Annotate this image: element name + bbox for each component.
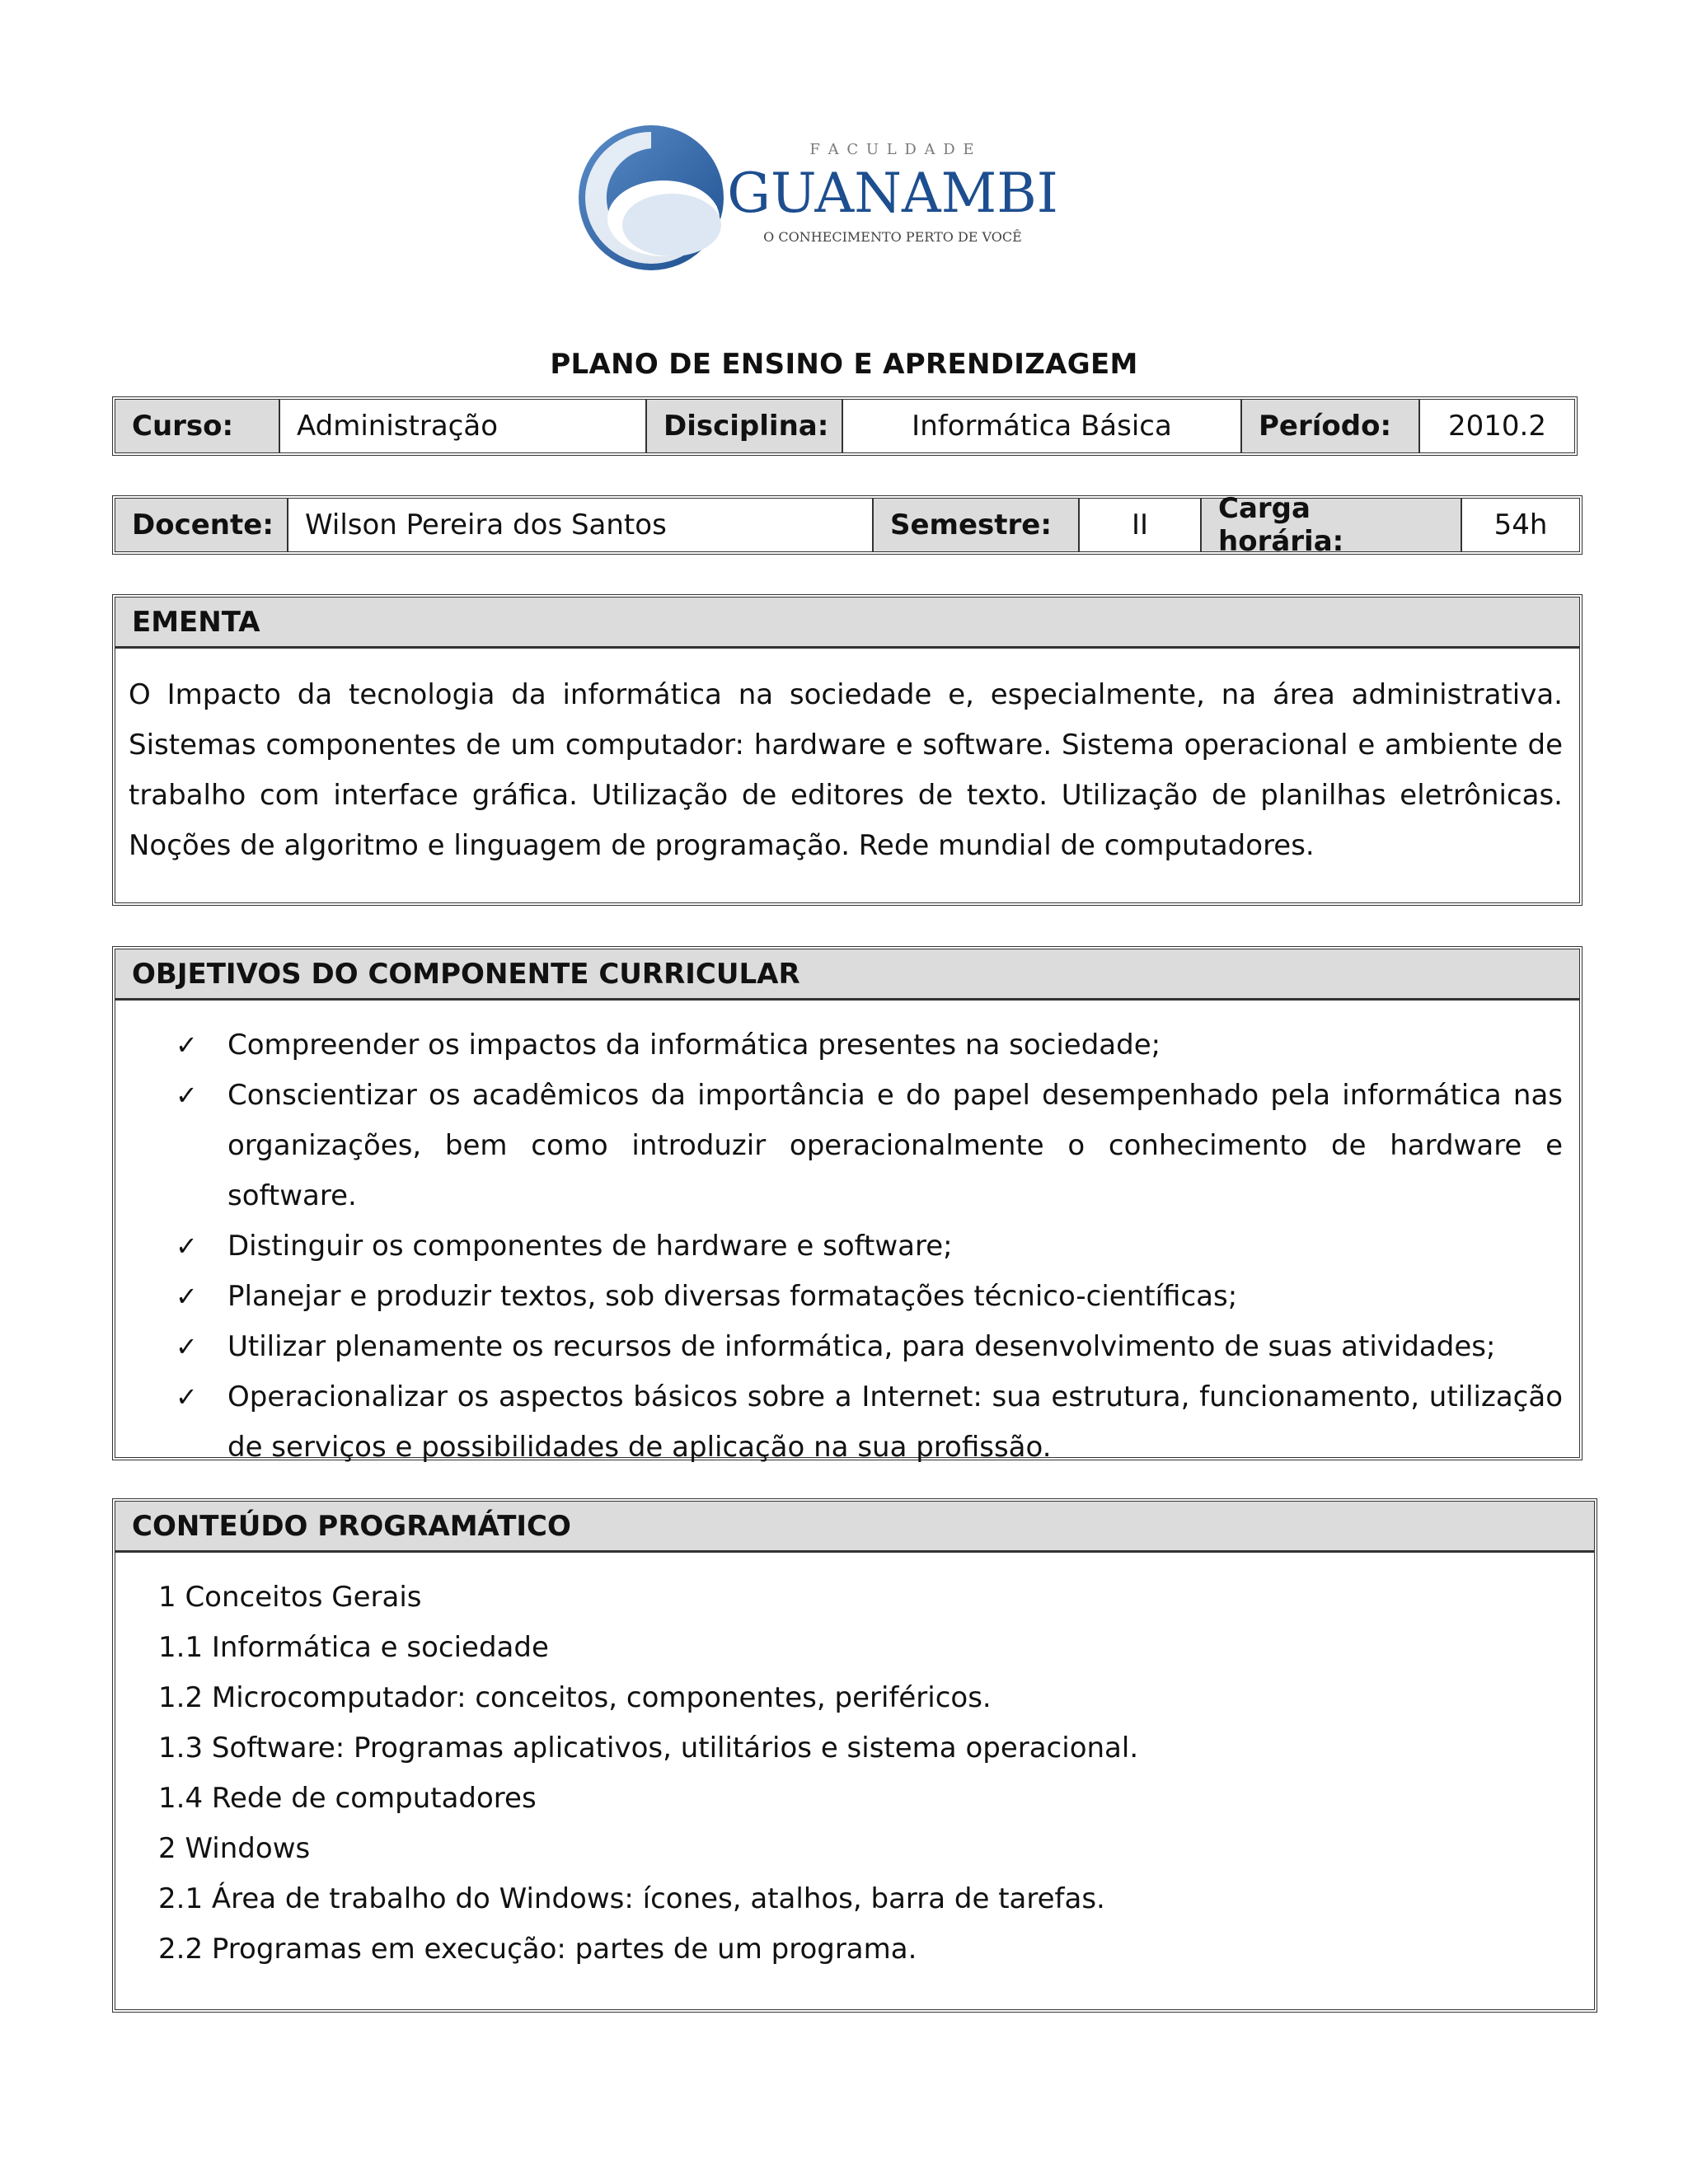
periodo-value: 2010.2 (1448, 410, 1546, 443)
conteudo-item: 2 Windows (158, 1832, 311, 1865)
carga-value: 54h (1493, 509, 1548, 541)
conteudo-heading: CONTEÚDO PROGRAMÁTICO (115, 1502, 1594, 1553)
objetivo-text: Planejar e produzir textos, sob diversas formatações técnico-científicas; (227, 1280, 1238, 1313)
logo-brand-text: GUANAMBI (727, 162, 1058, 225)
conteudo-section (112, 1498, 1597, 2013)
objetivo-item (115, 1372, 1563, 1473)
objetivo-text: Distinguir os componentes de hardware e software; (227, 1230, 953, 1263)
checkmark-icon: ✓ (176, 1281, 198, 1312)
objetivos-heading: OBJETIVOS DO COMPONENTE CURRICULAR (115, 949, 1579, 1001)
curso-value: Administração (280, 400, 647, 452)
course-info-row (112, 396, 1578, 456)
objetivo-item (115, 1071, 1563, 1221)
objetivo-text: Compreender os impactos da informática presentes na sociedade; (227, 1029, 1161, 1062)
conteudo-item: 1.1 Informática e sociedade (158, 1631, 549, 1664)
teacher-info-row (112, 492, 1582, 558)
checkmark-icon: ✓ (176, 1080, 198, 1111)
docente-value: Wilson Pereira dos Santos (288, 499, 874, 551)
conteudo-item: 1.2 Microcomputador: conceitos, componentes, periféricos. (158, 1681, 992, 1714)
logo-top-text: F A C U L D A D E (809, 141, 976, 158)
objetivos-list (115, 1001, 1579, 1473)
conteudo-item: 1.3 Software: Programas aplicativos, utilitários e sistema operacional. (158, 1732, 1139, 1765)
objetivo-item (115, 1322, 1563, 1372)
periodo-label: Período: (1242, 400, 1420, 452)
conteudo-item: 2.2 Programas em execução: partes de um programa. (158, 1933, 917, 1966)
objetivo-item (115, 1272, 1563, 1322)
docente-label: Docente: (115, 499, 288, 551)
disciplina-label: Disciplina: (647, 400, 843, 452)
logo-tagline-text: O CONHECIMENTO PERTO DE VOCÊ (763, 229, 1022, 245)
conteudo-list (115, 1553, 1594, 1975)
ementa-text: O Impacto da tecnologia da informática na sociedade e, especialmente, na área administrativa. Sistemas componentes de um computador: hardware e software. Sistema operacional e ambiente de trabalho com interface gráfica. Utilização de editores de texto. Utilização de planilhas eletrônicas. Noções de algoritmo e linguagem de programação. Rede mundial de computadores. (129, 678, 1563, 862)
objetivos-section (112, 946, 1582, 1464)
conteudo-item: 1.4 Rede de computadores (158, 1782, 537, 1815)
page-title: PLANO DE ENSINO E APRENDIZAGEM (550, 348, 1138, 381)
carga-label: Carga horária: (1202, 499, 1462, 551)
ementa-section (112, 594, 1582, 906)
checkmark-icon: ✓ (176, 1230, 198, 1262)
semestre-label: Semestre: (874, 499, 1080, 551)
objetivo-text: Utilizar plenamente os recursos de informática, para desenvolvimento de suas atividades; (227, 1330, 1496, 1363)
objetivo-text: Conscientizar os acadêmicos da importância e do papel desempenhado pela informática nas organizações, bem como introduzir operacionalmente o conhecimento de hardware e software. (227, 1079, 1563, 1212)
objetivo-item (115, 1020, 1563, 1071)
logo-emblem-icon (573, 120, 1100, 276)
conteudo-item: 1 Conceitos Gerais (158, 1581, 422, 1614)
ementa-heading: EMENTA (115, 598, 1579, 649)
checkmark-icon: ✓ (176, 1381, 198, 1413)
objetivo-text: Operacionalizar os aspectos básicos sobre a Internet: sua estrutura, funcionamento, utilização de serviços e possibilidades de aplicação na sua profissão. (227, 1380, 1563, 1464)
checkmark-icon: ✓ (176, 1331, 198, 1362)
conteudo-item: 2.1 Área de trabalho do Windows: ícones, atalhos, barra de tarefas. (158, 1882, 1105, 1915)
curso-label: Curso: (115, 400, 280, 452)
checkmark-icon: ✓ (176, 1029, 198, 1061)
semestre-value: II (1080, 499, 1202, 551)
institution-logo (573, 120, 1100, 276)
objetivo-item (115, 1221, 1563, 1272)
disciplina-value: Informática Básica (843, 400, 1242, 452)
